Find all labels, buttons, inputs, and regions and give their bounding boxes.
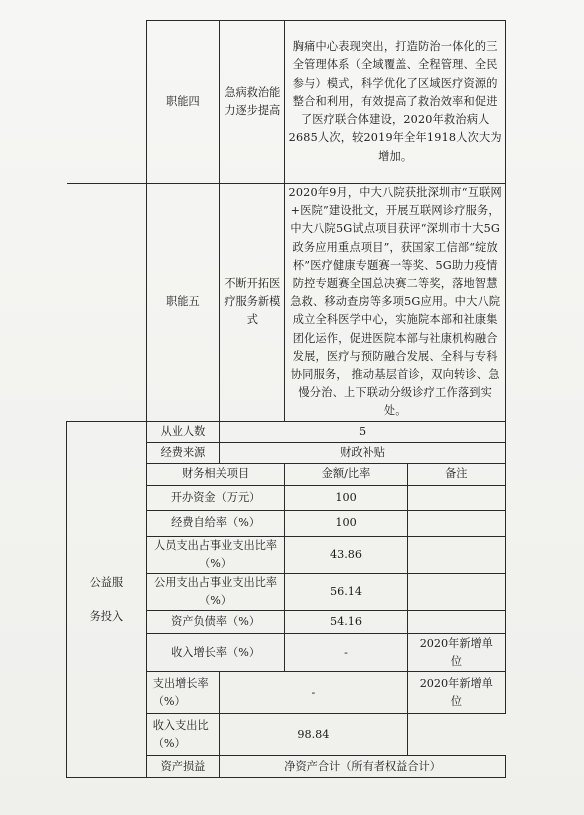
function-four-title: 急病救治能力逐步提高 — [220, 21, 285, 184]
public-institution-report-table — [66, 20, 506, 778]
expense-growth-label: 支出增长率（%） — [146, 672, 220, 714]
finance-note — [407, 574, 505, 611]
blank-cell — [67, 21, 147, 184]
finance-amount: 100 — [285, 510, 407, 536]
expense-growth-value: - — [220, 672, 407, 714]
function-four-row — [67, 21, 506, 184]
finance-note: 2020年新增单位 — [407, 634, 505, 672]
finance-item: 经费自给率（%） — [146, 510, 285, 536]
finance-amount: 43.86 — [285, 536, 407, 573]
assets-label: 资产损益 — [146, 756, 220, 778]
function-five-title: 不断开拓医疗服务新模式 — [220, 184, 285, 422]
finance-header-amount: 金额/比率 — [285, 463, 407, 485]
function-four-text: 胸痛中心表现突出，打造防治一体化的三全管理体系（全域覆盖、全程管理、全民参与）模式，科学优化了区域医疗资源的整合和利用，有效提高了救治效率和促进了医疗联合体建设，2020年救治病人2685人次，较2019年全年1918人次大为增加。 — [285, 21, 506, 184]
finance-header-note: 备注 — [407, 463, 505, 485]
finance-note — [407, 536, 505, 573]
income-ratio-label: 收入支出比（%） — [146, 714, 220, 756]
staff-label: 从业人数 — [146, 421, 220, 442]
finance-amount: - — [285, 634, 407, 672]
finance-item: 开办资金（万元） — [146, 485, 285, 510]
finance-amount: 100 — [285, 485, 407, 510]
expense-growth-note: 2020年新增单位 — [407, 672, 505, 714]
staff-row — [67, 421, 506, 442]
function-four-label: 职能四 — [146, 21, 220, 184]
blank-cell — [407, 714, 505, 756]
funding-value: 财政补贴 — [220, 442, 506, 463]
funding-label: 经费来源 — [146, 442, 220, 463]
function-five-label: 职能五 — [146, 184, 220, 422]
finance-amount: 54.16 — [285, 611, 407, 634]
finance-note — [407, 485, 505, 510]
assets-value: 净资产合计（所有者权益合计） — [220, 756, 506, 778]
finance-note — [407, 611, 505, 634]
function-five-row — [67, 184, 506, 422]
finance-item: 收入增长率（%） — [146, 634, 285, 672]
finance-amount: 56.14 — [285, 574, 407, 611]
section-label: 公益服务投入 — [67, 421, 147, 778]
blank-cell — [67, 184, 147, 422]
finance-item: 资产负债率（%） — [146, 611, 285, 634]
finance-item: 公用支出占事业支出比率（%） — [146, 574, 285, 611]
finance-note — [407, 510, 505, 536]
finance-item: 人员支出占事业支出比率（%） — [146, 536, 285, 573]
function-five-text: 2020年9月，中大八院获批深圳市“互联网+医院”建设批文，开展互联网诊疗服务，中大八院5G试点项目获评“深圳市十大5G政务应用重点项目”，获国家工信部“绽放杯”医疗健康专题赛一等奖、5G助力疫情防控专题赛全国总决赛二等奖，落地智慧急救、移动查房等多项5G应用。中大八院成立全科医学中心，实施院本部和社康集团化运作，促进医院本部与社康机构融合发展，医疗与预防融合发展、全科与专科协同服务， 推动基层首诊，双向转诊、急慢分治、上下联动分级诊疗工作落到实处。 — [285, 184, 506, 422]
finance-header-item: 财务相关项目 — [146, 463, 285, 485]
income-ratio-value: 98.84 — [220, 714, 407, 756]
staff-value: 5 — [220, 421, 506, 442]
